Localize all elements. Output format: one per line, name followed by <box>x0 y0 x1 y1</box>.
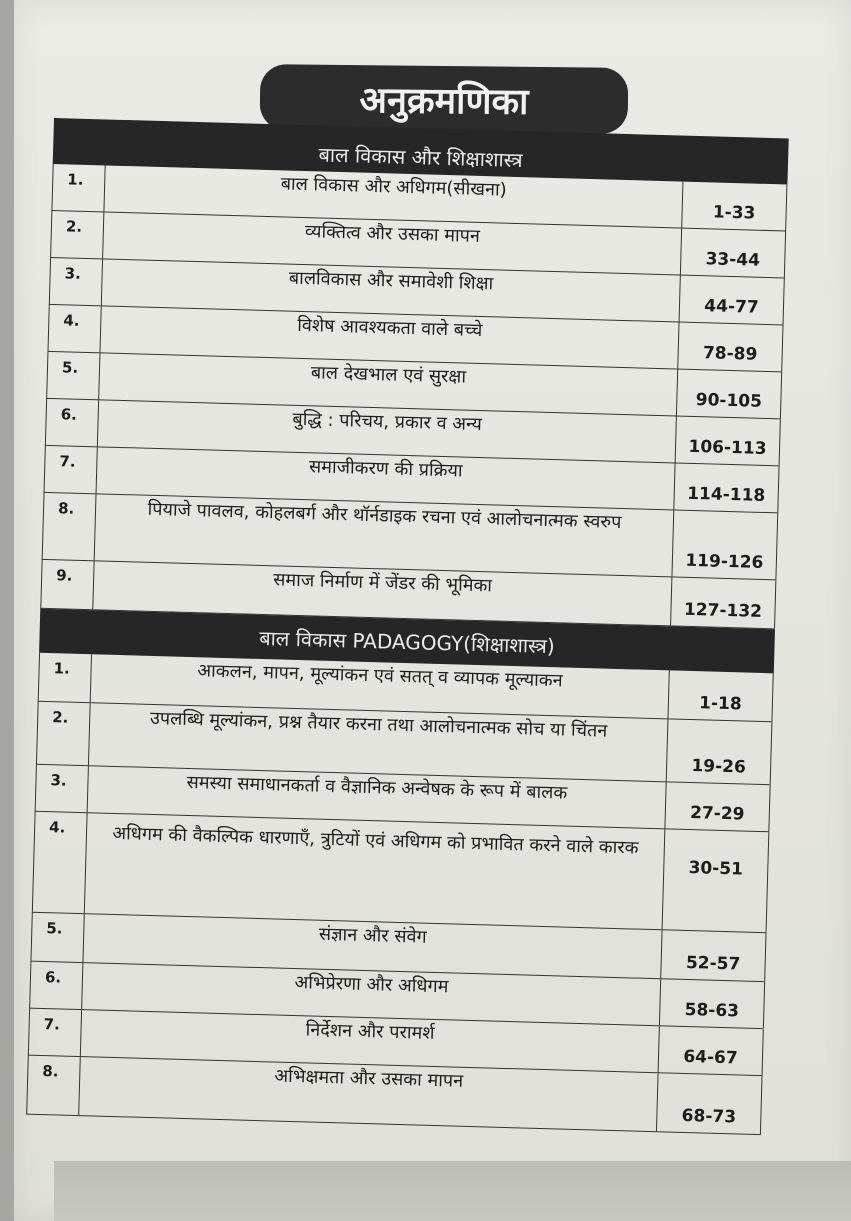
row-pages: 119-126 <box>672 510 778 579</box>
row-pages: 33-44 <box>681 229 786 278</box>
row-number: 6. <box>46 399 99 446</box>
row-number: 8. <box>43 493 97 560</box>
row-number: 7. <box>29 1009 82 1056</box>
row-title: आकलन, मापन, मूल्यांकन एवं सतत् व व्यापक मूल्याकन <box>91 654 670 718</box>
row-pages: 106-113 <box>676 417 781 466</box>
contents-table <box>26 118 789 1135</box>
row-number: 2. <box>51 211 104 258</box>
row-pages: 1-18 <box>668 670 773 721</box>
row-pages: 58-63 <box>660 979 765 1028</box>
row-pages: 30-51 <box>663 829 770 932</box>
row-title: निर्देशन और परामर्श <box>81 1010 660 1072</box>
page-bottom-edge <box>54 1161 851 1221</box>
row-number: 5. <box>31 913 84 962</box>
row-title: बाल विकास और अधिगम(सीखना) <box>104 165 683 227</box>
row-pages: 19-26 <box>667 719 773 784</box>
row-number: 9. <box>41 560 94 609</box>
row-title: संज्ञान और संवेग <box>83 914 662 978</box>
row-title: उपलब्धि मूल्यांकन, प्रश्न तैयार करना तथा आलोचनात्मक सोच या चिंतन <box>89 703 669 781</box>
row-pages: 78-89 <box>678 323 783 372</box>
row-title: पियाजे पावलव, कोहलबर्ग और थॉर्नडाइक रचना एवं आलोचनात्मक स्वरुप <box>95 494 675 576</box>
book-page <box>14 0 851 1221</box>
row-pages: 114-118 <box>674 463 779 512</box>
row-pages: 64-67 <box>659 1026 764 1075</box>
row-number: 3. <box>50 258 103 305</box>
page-title: अनुक्रमणिका <box>260 64 629 134</box>
row-title: व्यक्तित्व और उसका मापन <box>103 212 682 274</box>
row-title: बुद्धि : परिचय, प्रकार व अन्य <box>98 400 677 462</box>
row-number: 2. <box>37 702 91 765</box>
row-title: अभिक्षमता और उसका मापन <box>79 1057 658 1131</box>
row-title: अभिप्रेरणा और अधिगम <box>82 963 661 1025</box>
row-number: 8. <box>27 1056 81 1115</box>
row-pages: 52-57 <box>661 930 766 981</box>
row-title: बाल देखभाल एवं सुरक्षा <box>99 353 678 415</box>
row-number: 7. <box>45 446 98 493</box>
row-pages: 68-73 <box>657 1073 763 1134</box>
row-pages: 44-77 <box>680 276 785 325</box>
row-title: समस्या समाधानकर्ता व वैज्ञानिक अन्वेषक के रूप में बालक <box>88 766 667 828</box>
row-pages: 90-105 <box>677 370 782 419</box>
row-pages: 127-132 <box>671 577 776 628</box>
section-header: बाल विकास और शिक्षाशास्त्र <box>53 118 789 185</box>
row-number: 4. <box>33 812 88 913</box>
row-pages: 1-33 <box>682 182 787 231</box>
row-number: 1. <box>39 653 92 702</box>
row-pages: 27-29 <box>665 782 770 831</box>
row-number: 1. <box>52 164 105 211</box>
row-title: अधिगम की वैकल्पिक धारणाएँ, त्रुटियों एवं अधिगम को प्रभावित करने वाले कारक <box>85 813 666 929</box>
row-title: समाज निर्माण में जेंडर की भूमिका <box>93 561 672 625</box>
row-number: 5. <box>47 352 100 399</box>
row-number: 6. <box>30 962 83 1009</box>
row-title: विशेष आवश्यकता वाले बच्चे <box>100 306 679 368</box>
row-title: समाजीकरण की प्रक्रिया <box>97 447 676 509</box>
section-header: बाल विकास PADAGOGY(शिक्षाशास्त्र) <box>39 609 775 674</box>
row-number: 3. <box>36 765 89 812</box>
row-title: बालविकास और समावेशी शिक्षा <box>102 259 681 321</box>
row-number: 4. <box>48 305 101 352</box>
